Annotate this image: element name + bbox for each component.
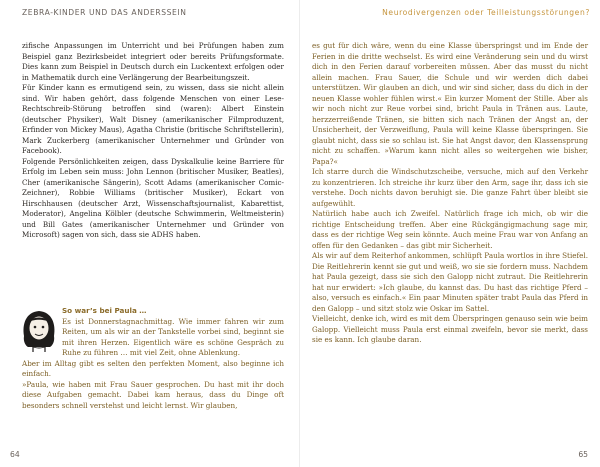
paragraph: es gut für dich wäre, wenn du eine Klasse überspringst und im Ende der Ferien in die dritte wechselst. Es wird eine Veränderung sein und du wirst dich in den Ferien darauf vorbereiten müssen. Aber das musst du nicht allein machen. Frau Sauer, die Schule und wir werden dich dabei unterstützen. Wir glauben an dich, und wir sind sicher, dass du dich in der neuen Klasse wohler fühlen wirst.« Ein kurzer Moment der Stille. Aber als wir noch nicht zur Reue vorbei sind, bricht Paula in Tränen aus. Laute, herzzerreißende Tränen, sie bitten sich nach Tränen der Angst an, der Unsicherheit, der Verzweiflung, Paula will keine Klasse überspringen. Sie glaubt nicht, dass sie so schlau ist. Sie hat Angst davor, den Klassensprung nicht zu schaffen. »Warum kann nicht alles so weitergehen wie bisher, Papa?«	[312, 41, 588, 166]
page-number-right: 65	[578, 450, 588, 459]
paragraph: Vielleicht, denke ich, wird es mit dem Überspringen genauso sein wie beim Galopp. Vielleicht muss Paula erst einmal zweifeln, bevor sie merkt, dass sie es kann. Ich glaube daran.	[312, 314, 588, 344]
paragraph: Natürlich habe auch ich Zweifel. Natürlich frage ich mich, ob wir die richtige Entscheidung treffen. Aber eine Rückgängigmachung sage mir, dass es der richtige Weg sein könnte. Auch meine Frau war von Anfang an offen für den Gedanken – das gibt mir Sicherheit.	[312, 209, 588, 250]
running-header-left: ZEBRA-KINDER UND DAS ANDERSSEIN	[22, 8, 187, 17]
story-paragraph: Aber im Alltag gibt es selten den perfekten Moment, also beginne ich einfach.	[22, 358, 284, 378]
page-number-left: 64	[10, 450, 20, 459]
paragraph: Für Kinder kann es ermutigend sein, zu wissen, dass sie nicht allein sind. Wir haben gehört, dass folgende Menschen von einer Lese-Rechtschreib-Störung betroffen sind (waren): Albert Einstein (deutscher Physiker), Walt Disney (amerikanischer Filmproduzent, Erfinder von Mickey Maus), Agatha Christie (britische Schriftstellerin), Mark Zuckerberg (amerikanischer Unternehmer und Gründer von Facebook).	[22, 83, 284, 155]
right-body-text	[312, 41, 588, 346]
left-body-text	[22, 41, 284, 241]
girl-portrait-illustration	[18, 306, 60, 354]
right-page	[300, 0, 600, 467]
paragraph: zifische Anpassungen im Unterricht und bei Prüfungen haben zum Beispiel ganz Bezirksbeidet integriert oder bereits Prüfungsformate. Dies kann zum Beispiel in Deutsch durch ein Luckentext erfolgen oder in Mathematik durch eine Verlängerung der Bearbeitungszeit.	[22, 41, 284, 82]
story-box	[22, 306, 284, 411]
paragraph: Als wir auf dem Reiterhof ankommen, schlüpft Paula wortlos in ihre Stiefel. Die Reitlehrerin kennt sie gut und weiß, wo sie sie fordern muss. Nachdem hat Paula gezeigt, dass sie sich den Galopp nicht zutraut. Die Reitlehrerin hat nur erwidert: »Ich glaube, du kannst das. Du hast das richtige Pferd – also, versuch es einfach.« Ein paar Minuten später trabt Paula das Pferd in den Galopp – und sitzt stolz wie Oskar im Sattel.	[312, 251, 588, 313]
story-title: So war’s bei Paula …	[62, 306, 147, 315]
running-header-right: Neurodivergenzen oder Teilleistungsstörungen?	[382, 8, 590, 17]
story-paragraph: Es ist Donnerstagnachmittag. Wie immer fahren wir zum Reiten, um als wir an der Tankstelle vorbei sind, beginnt sie mit ihren Herzen. Eigentlich wäre es schöne Gespräch zu Ruhe zu führen … mit viel Zeit, ohne Ablenkung.	[62, 316, 284, 357]
paragraph: Ich starre durch die Windschutzscheibe, versuche, mich auf den Verkehr zu konzentrieren. Ich streiche ihr kurz über den Arm, sage ihr, dass ich sie verstehe. Doch nichts davon beruhigt sie. Die ganze Fahrt über bleibt sie aufgewühlt.	[312, 167, 588, 208]
paragraph: Folgende Persönlichkeiten zeigen, dass Dyskalkulie keine Barriere für Erfolg im Leben sein muss: John Lennon (britischer Musiker, Beatles), Cher (amerikanische Sängerin), Scott Adams (amerikanischer Comic-Zeichner), Robbie Williams (britischer Musiker), Eckart von Hirschhausen (deutscher Arzt, Wissenschaftsjournalist, Kabarettist, Moderator), Angelina Kölbler (deutsche Schwimmerin, Weltmeisterin) und Bill Gates (amerikanischer Unternehmer und Gründer von Microsoft) sagen von sich, dass sie ADHS haben.	[22, 156, 284, 239]
story-paragraph: »Paula, wie haben mit Frau Sauer gesprochen. Du hast mit ihr doch diese Aufgaben gemacht. Dabei kam heraus, dass du Dinge oft besonders schnell verstehst und leicht lernst. Wir glauben,	[22, 379, 284, 410]
